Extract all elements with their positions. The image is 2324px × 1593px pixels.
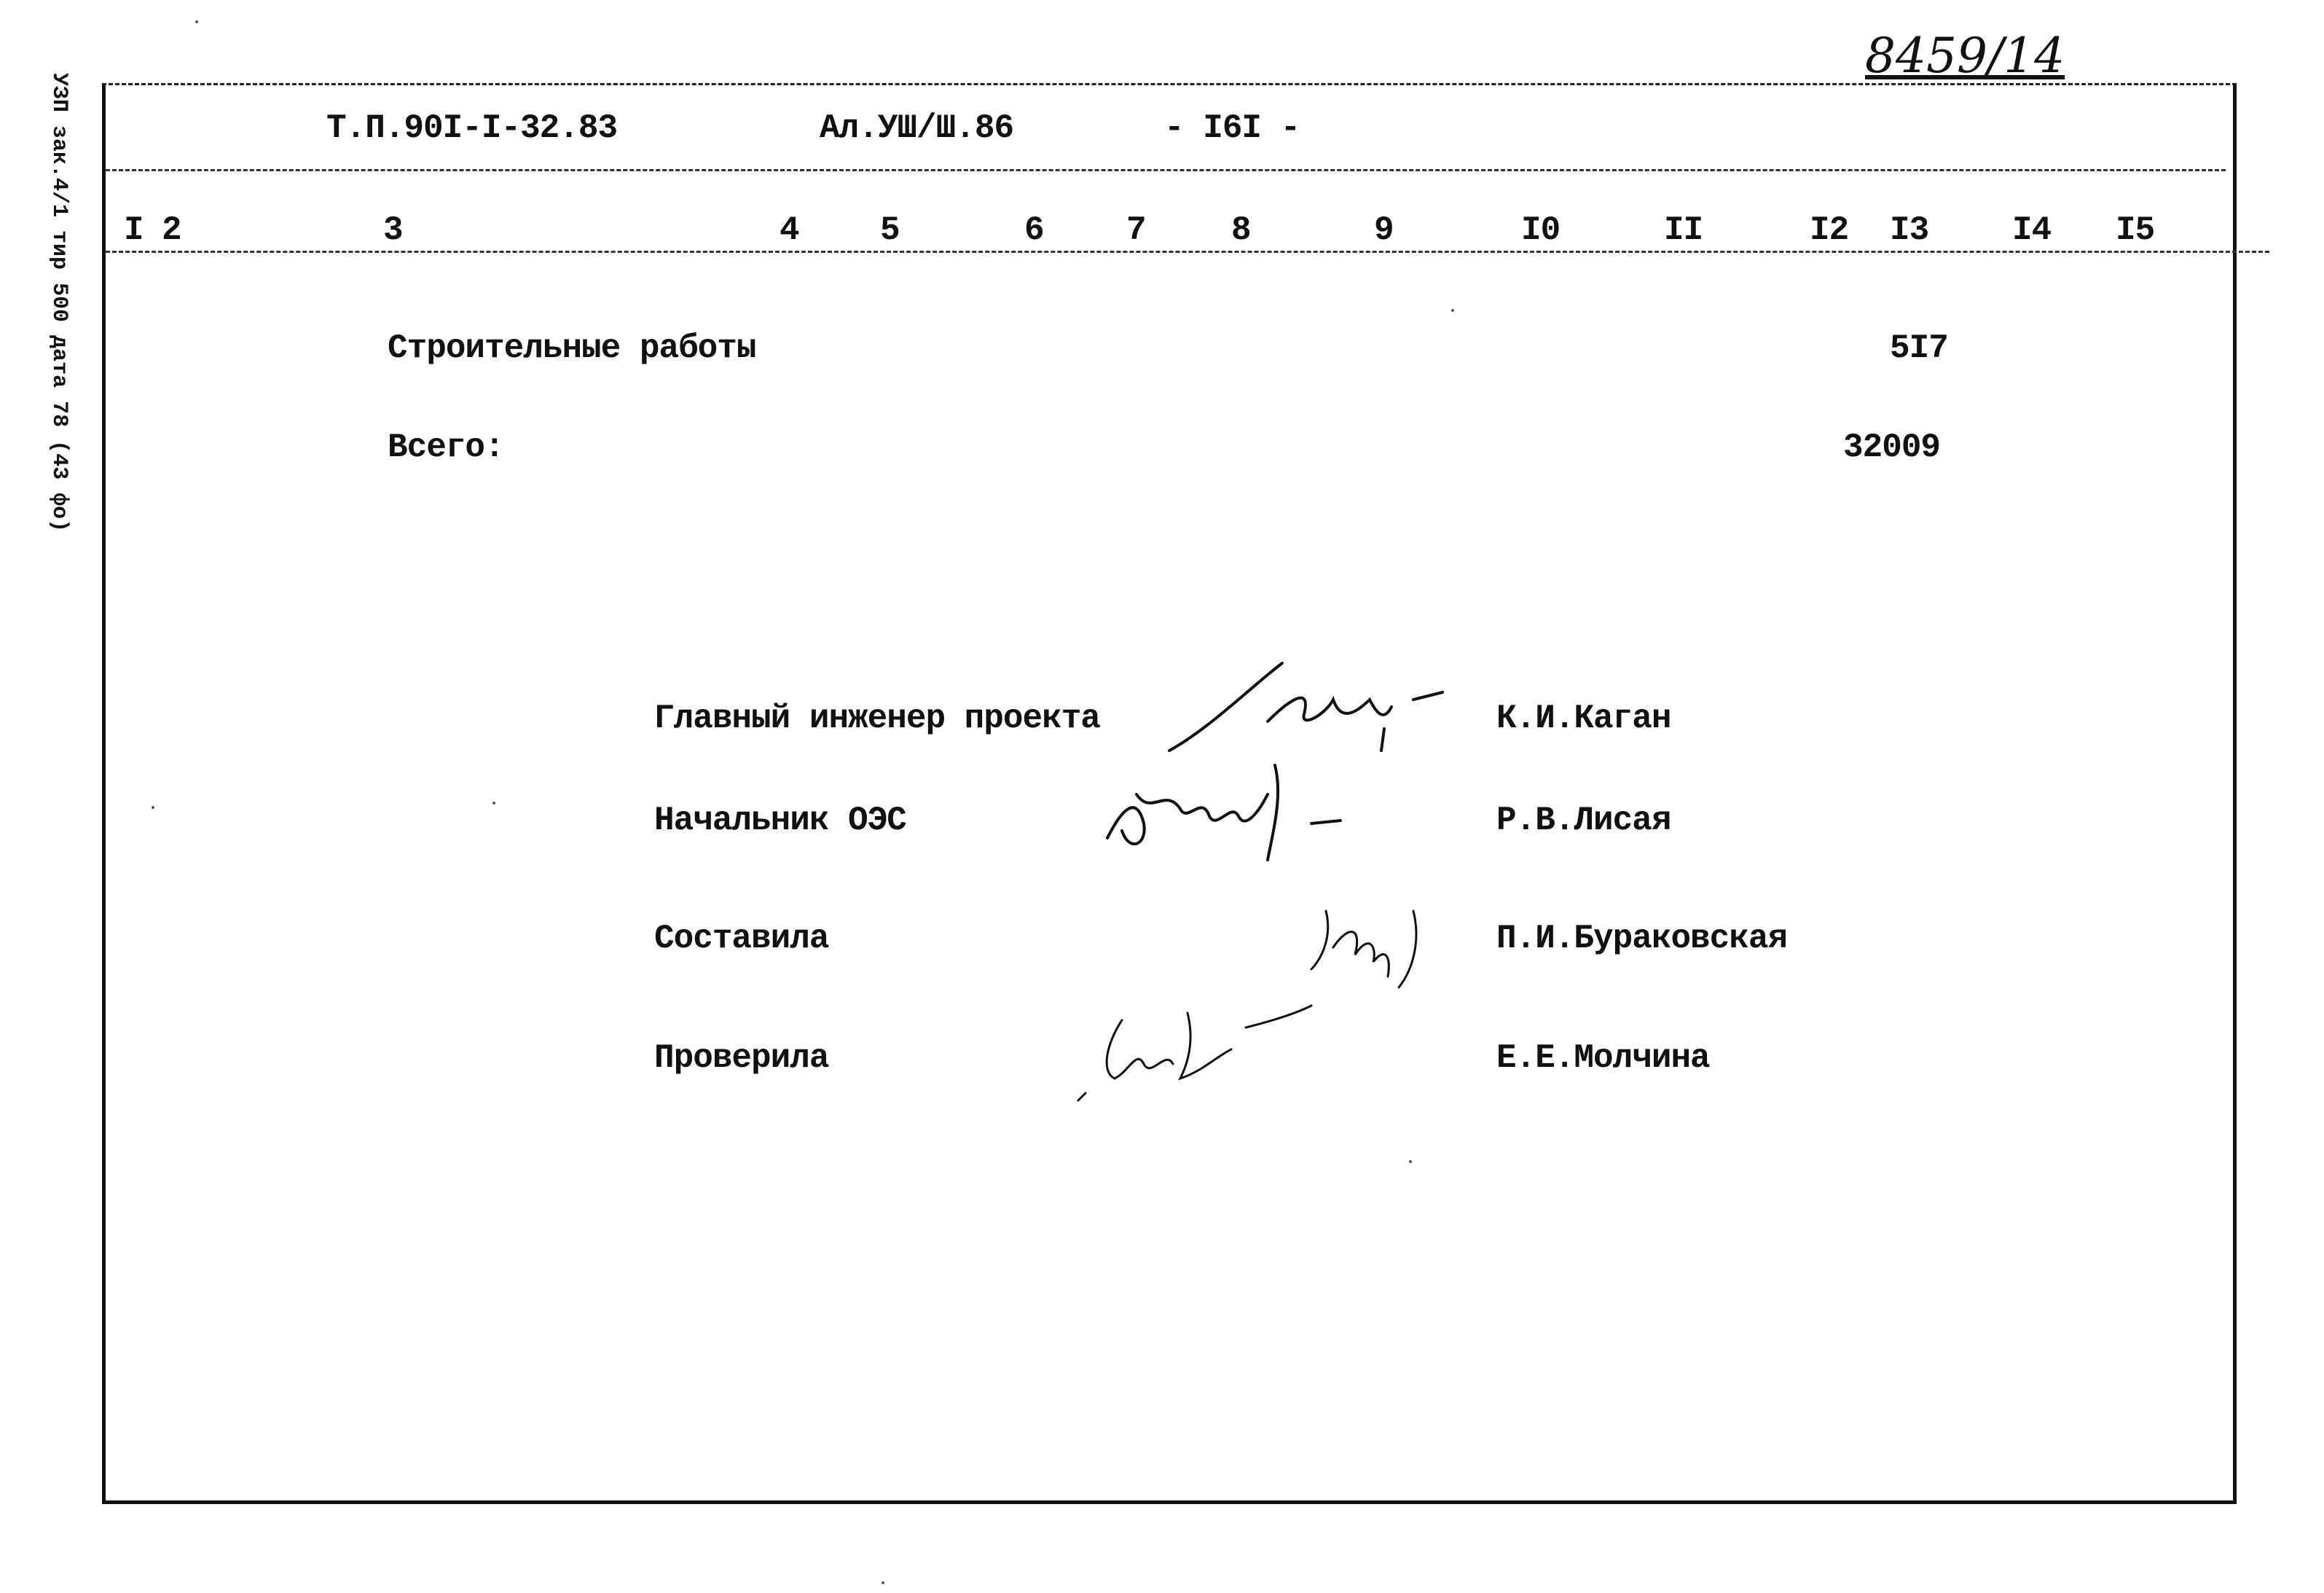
column-number: I [124, 211, 144, 249]
handwritten-signature [1093, 751, 1355, 867]
page-number: - I6I - [1164, 109, 1300, 147]
column-number: 5 [880, 211, 900, 249]
album-code: Ал.УШ/Ш.86 [820, 109, 1014, 147]
scan-speck [882, 1581, 884, 1584]
side-stamp [36, 73, 71, 583]
row-label: Всего: [388, 428, 504, 466]
column-number: 7 [1126, 211, 1146, 249]
column-number: I0 [1521, 211, 1561, 249]
column-number: 9 [1374, 211, 1394, 249]
signer-role: Проверила [654, 1039, 829, 1077]
signer-name: К.И.Каган [1496, 700, 1671, 737]
scan-speck [1451, 309, 1454, 312]
column-number: 2 [162, 211, 181, 249]
column-number: I2 [1810, 211, 1849, 249]
column-number: 8 [1231, 211, 1251, 249]
handwritten-signature [1071, 998, 1319, 1108]
scan-speck [195, 20, 198, 23]
column-number: I5 [2116, 211, 2155, 249]
row-value: 32009 [1843, 428, 1941, 466]
column-number: II [1664, 211, 1703, 249]
signer-name: Р.В.Лисая [1496, 802, 1671, 839]
column-number: 3 [383, 211, 403, 249]
signer-name: Е.Е.Молчина [1496, 1039, 1710, 1077]
column-number: I3 [1890, 211, 1929, 249]
signer-name: П.И.Бураковская [1496, 920, 1788, 958]
scan-speck [152, 806, 154, 809]
column-number: 6 [1024, 211, 1044, 249]
handwritten-signature [1166, 656, 1450, 765]
row-value: 5I7 [1890, 329, 1948, 367]
column-number: 4 [780, 211, 799, 249]
signer-role: Составила [654, 920, 829, 958]
document-code: Т.П.90I-I-32.83 [326, 109, 618, 147]
scan-speck [1409, 1160, 1412, 1163]
archive-number: 8459/14 [1865, 28, 2065, 84]
handwritten-signature [1304, 896, 1428, 991]
column-number: I4 [2012, 211, 2052, 249]
scan-speck [492, 802, 495, 805]
header-divider [106, 169, 2226, 171]
signer-role: Главный инженер проекта [654, 700, 1100, 737]
column-header-divider [106, 251, 2269, 253]
side-stamp-text: УЗП зак.4/1 тир 500 дата 78 (43 фо) [47, 73, 71, 533]
signer-role: Начальник ОЭС [654, 802, 906, 839]
row-label: Строительные работы [388, 329, 756, 367]
